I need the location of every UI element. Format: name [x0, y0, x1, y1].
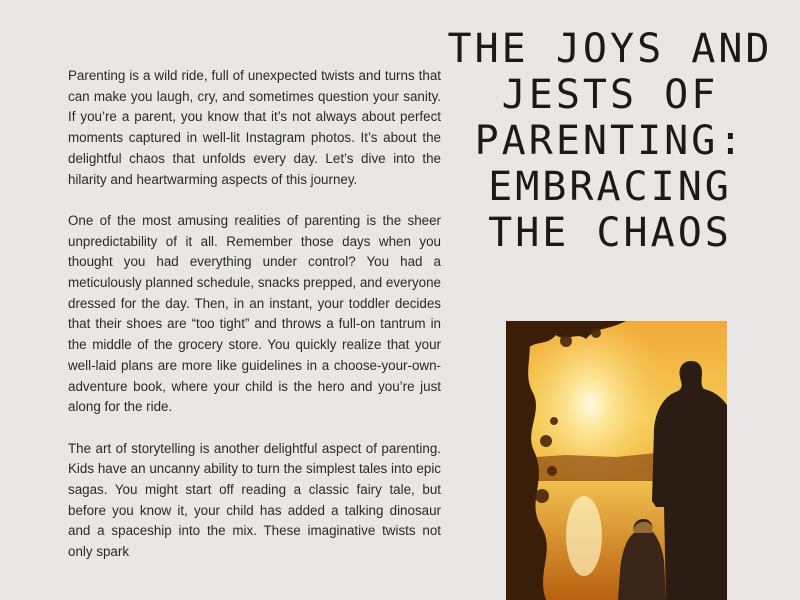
- sunset-family-photo: [506, 321, 727, 600]
- article-body: [68, 66, 441, 584]
- paragraph-3: The art of storytelling is another delightful aspect of parenting. Kids have an uncanny ability to turn the simplest tales into epic sagas. You might start off reading a classic fairy tale, but before you know it, your child has added a talking dinosaur and a spaceship into the mix. These imaginative twists not only spark: [68, 440, 441, 560]
- paragraph-2: One of the most amusing realities of parenting is the sheer unpredictability of it all. Remember those days when you thought you had everything under control? You had a meticulously planned schedule, snacks prepped, and everyone dressed for the day. Then, in an instant, your toddler decides that their shoes are “too tight” and throws a full-on tantrum in the middle of the grocery store. You quickly realize that your well-laid plans are more like guidelines in a choose-your-own-adventure book, where your child is the hero and you’re just along for the ride.: [68, 212, 441, 415]
- article-title: THE JOYS AND JESTS OF PARENTING: EMBRACING THE CHAOS: [447, 26, 773, 256]
- paragraph-1: Parenting is a wild ride, full of unexpected twists and turns that can make you laugh, cry, and sometimes question your sanity. If you’re a parent, you know that it’s not always about perfect moments captured in well-lit Instagram photos. It’s about the delightful chaos that unfolds every day. Let’s dive into the hilarity and heartwarming aspects of this journey.: [68, 68, 441, 187]
